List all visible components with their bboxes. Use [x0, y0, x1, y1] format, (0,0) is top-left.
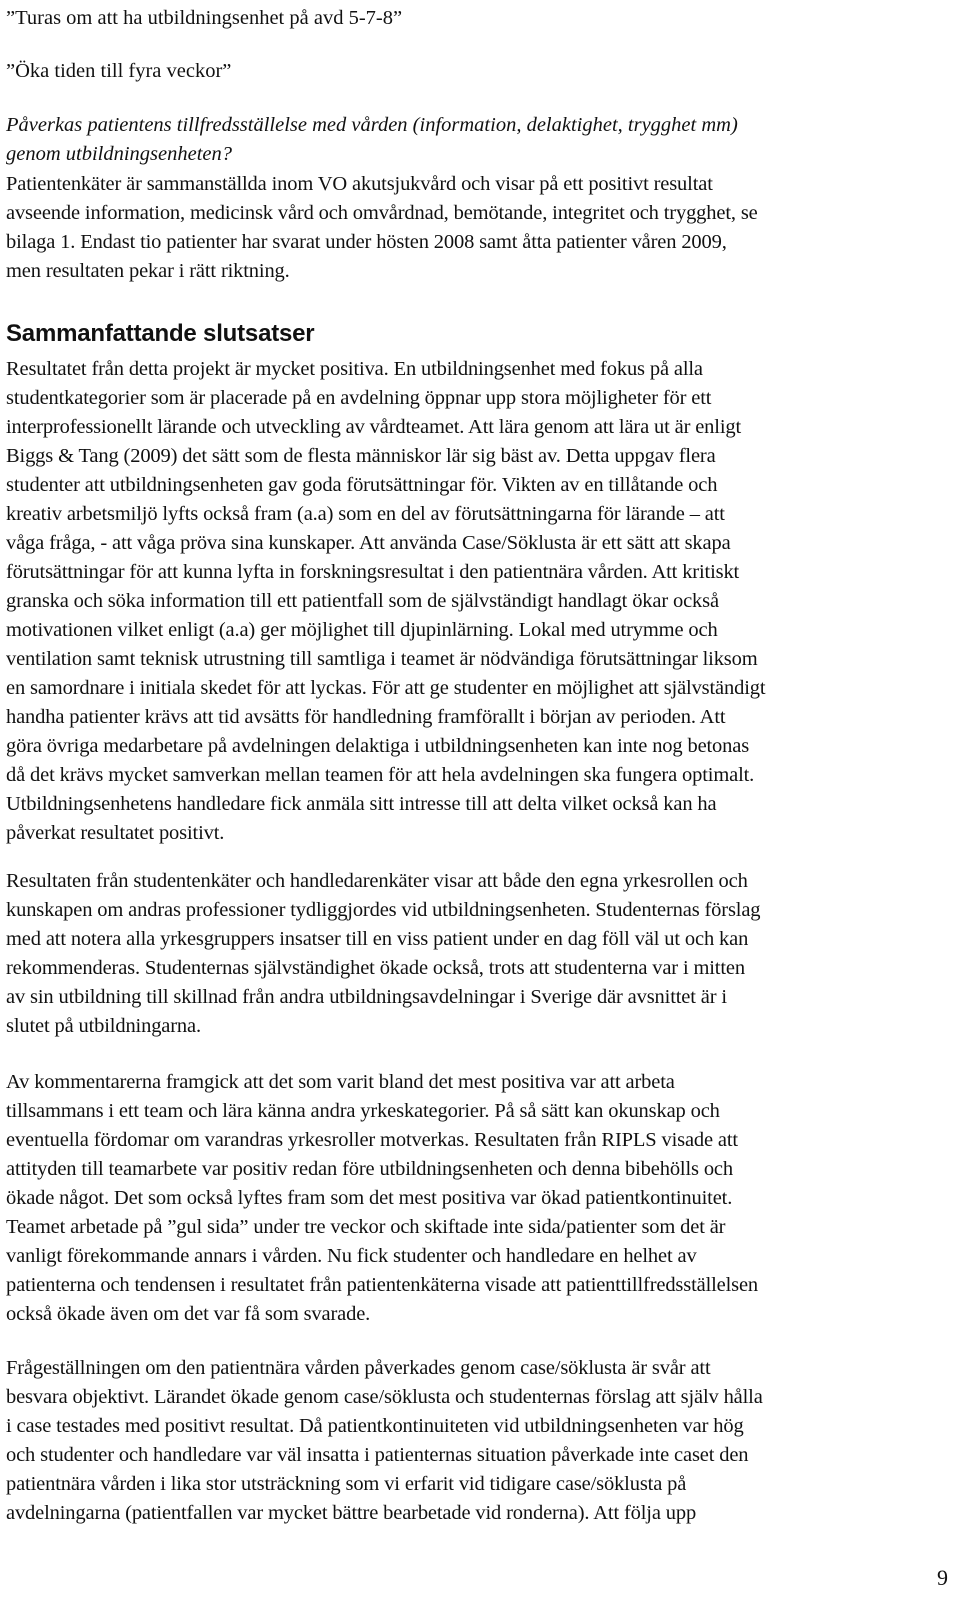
paragraph-question: Frågeställningen om den patientnära vården påverkades genom case/söklusta är svår att besvara objektivt. Lärandet ökade genom case/söklusta och studenternas förslag att själv hålla i case testades med positivt resultat. Då patientkontinuiteten vid utbildningsenheten var hög och studenter och handledare var väl insatta i patienternas situation påverkade inte caset den patientnära vården i lika stor utsträckning som vi erfarit vid tidigare case/söklusta på avdelningarna (patientfallen var mycket bättre bearbetade vid ronderna). Att följa upp	[6, 1357, 763, 1524]
paragraph-comments: Av kommentarerna framgick att det som varit bland det mest positiva var att arbeta tillsammans i ett team och lära känna andra yrkeskategorier. På så sätt kan okunskap och eventuella fördomar om varandras yrkesroller motverkas. Resultaten från RIPLS visade att attityden till teamarbete var positiv redan före utbildningsenheten och denna bibehölls och ökade något. Det som också lyftes fram som det mest positiva var ökad patientkontinuitet. Teamet arbetade på ”gul sida” under tre veckor och skiftade inte sida/patienter som det är vanligt förekommande annars i vården. Nu fick studenter och handledare en helhet av patienterna och tendensen i resultatet från patientenkäterna visade att patienttillfredsställelsen också ökade även om det var få som svarade.	[6, 1071, 759, 1325]
quote-line-oka: ”Öka tiden till fyra veckor”	[6, 60, 232, 82]
paragraph-results: Resultaten från studentenkäter och handledarenkäter visar att både den egna yrkesrollen och kunskapen om andras professioner tydliggjordes vid utbildningsenheten. Studenternas förslag med att notera alla yrkesgruppers insatser till en viss patient under en dag föll väl ut och kan rekommenderas. Studenternas självständighet ökade också, trots att studenterna var i mitten av sin utbildning till skillnad från andra utbildningsavdelningar i Sverige där avsnittet är i slutet på utbildningarna.	[6, 870, 761, 1037]
page-number: 9	[937, 1565, 948, 1590]
section-heading: Sammanfattande slutsatser	[6, 320, 315, 347]
paragraph-patientenkater: Patientenkäter är sammanställda inom VO akutsjukvård och visar på ett positivt resultat avseende information, medicinsk vård och omvårdnad, bemötande, integritet och trygghet, se bilaga 1. Endast tio patienter har svarat under hösten 2008 samt åtta patienter våren 2009, men resultaten pekar i rätt riktning.	[6, 173, 758, 282]
quote-line-turas: ”Turas om att ha utbildningsenhet på avd 5-7-8”	[6, 7, 403, 29]
paragraph-conclusions: Resultatet från detta projekt är mycket positiva. En utbildningsenhet med fokus på alla studentkategorier som är placerade på en avdelning öppnar upp stora möjligheter för ett interprofessionellt lärande och utveckling av vårdteamet. Att lära genom att lära ut är enligt Biggs & Tang (2009) det sätt som de flesta människor lär sig bäst av. Detta uppgav flera studenter att utbildningsenheten gav goda förutsättningar för. Vikten av en tillåtande och kreativ arbetsmiljö lyfts också fram (a.a) som en del av förutsättningarna för lärande – att våga fråga, - att våga pröva sina kunskaper. Att använda Case/Söklusta är ett sätt att skapa förutsättningar för att kunna lyfta in forskningsresultat i den patientnära vården. Att kritiskt granska och söka information till ett patientfall som de självständigt handlagt ökar också motivationen vilket enligt (a.a) ger möjlighet till djupinlärning. Lokal med utrymme och ventilation samt teknisk utrustning till samtliga i teamet är nödvändiga förutsättningar liksom en samordnare i initiala skedet för att lyckas. För att ge studenter en möjlighet att självständigt handha patienter krävs att tid avsätts för handledning framförallt i början av perioden. Att göra övriga medarbetare på avdelningen delaktiga i utbildningsenheten kan inte nog betonas då det krävs mycket samverkan mellan teamen för att hela avdelningen ska fungera optimalt. Utbildningsenhetens handledare fick anmäla sitt intresse till att delta vilket också kan ha påverkat resultatet positivt.	[6, 358, 766, 844]
italic-question: Påverkas patientens tillfredsställelse med vården (information, delaktighet, trygghet mm) genom utbildningsenheten?	[6, 114, 738, 165]
